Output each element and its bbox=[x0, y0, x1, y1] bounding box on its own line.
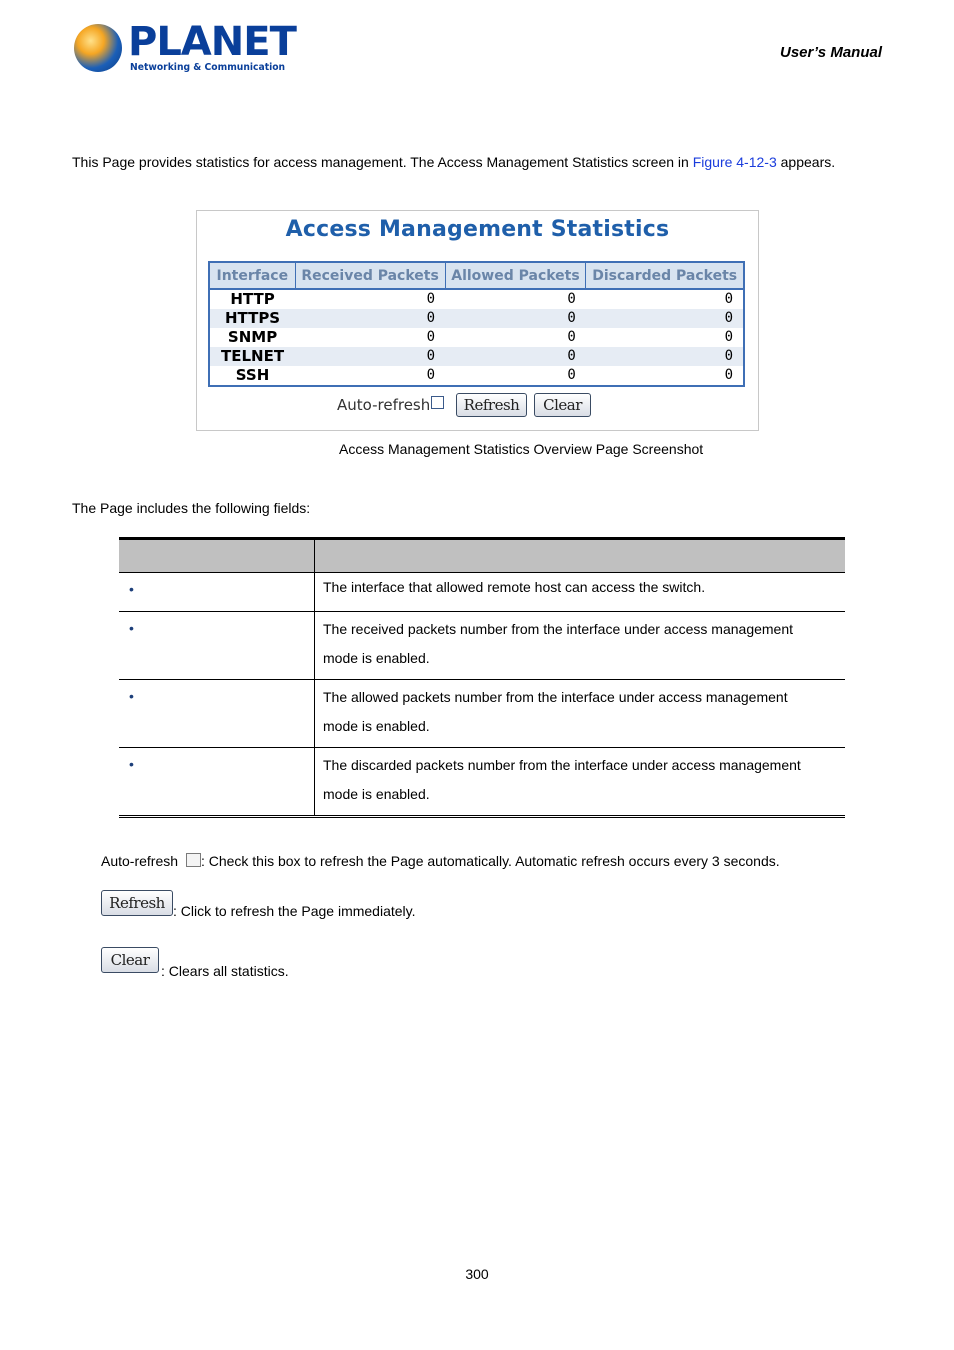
auto-refresh-checkbox[interactable] bbox=[431, 396, 444, 409]
field-name-cell bbox=[119, 612, 315, 680]
received-cell: 0 bbox=[426, 367, 436, 383]
discarded-cell: 0 bbox=[724, 329, 733, 345]
table-row bbox=[209, 289, 744, 309]
allowed-cell: 0 bbox=[445, 309, 586, 328]
interface-cell: SSH bbox=[235, 366, 270, 384]
checkbox-icon bbox=[186, 853, 201, 867]
description-line: mode is enabled. bbox=[323, 786, 430, 802]
logo-tagline: Networking & Communication bbox=[130, 62, 286, 73]
received-cell: 0 bbox=[426, 329, 436, 345]
table-row bbox=[209, 328, 744, 347]
allowed-cell: 0 bbox=[567, 367, 576, 383]
fields-table bbox=[119, 537, 845, 818]
table-row bbox=[209, 309, 744, 328]
received-cell: 0 bbox=[295, 309, 445, 328]
object-header bbox=[119, 539, 315, 573]
globe-icon bbox=[74, 24, 122, 72]
field-description bbox=[315, 680, 846, 748]
auto-refresh-help-label: Auto-refresh bbox=[101, 853, 179, 869]
fields-intro: The Page includes the following fields: bbox=[72, 500, 311, 516]
intro-text-end: appears. bbox=[776, 154, 836, 170]
bullet-icon: • bbox=[129, 581, 134, 597]
table-row bbox=[119, 573, 845, 612]
interface-cell: SNMP bbox=[227, 328, 278, 346]
intro-text: This Page provides statistics for access management. The Access Management Statistics screen in bbox=[72, 154, 693, 170]
column-header: Interface bbox=[209, 262, 295, 289]
table-row bbox=[119, 612, 845, 680]
field-name-cell bbox=[119, 748, 315, 817]
received-cell: 0 bbox=[295, 347, 445, 366]
column-header: Allowed Packets bbox=[445, 262, 586, 289]
description-line: The allowed packets number from the interface under access management bbox=[323, 689, 788, 705]
allowed-cell: 0 bbox=[567, 291, 576, 307]
field-description: The interface that allowed remote host can access the switch. bbox=[315, 573, 846, 612]
description-line: mode is enabled. bbox=[323, 718, 430, 734]
received-cell: 0 bbox=[426, 291, 436, 307]
clear-button[interactable]: Clear bbox=[534, 393, 591, 417]
bullet-icon: • bbox=[129, 688, 134, 704]
discarded-cell: 0 bbox=[724, 367, 733, 383]
page-number: 300 bbox=[465, 1266, 489, 1282]
table-row bbox=[119, 680, 845, 748]
discarded-cell: 0 bbox=[586, 347, 744, 366]
statistics-controls bbox=[197, 392, 758, 418]
clear-button-sample: Clear bbox=[101, 947, 159, 973]
figure-link[interactable]: Figure 4-12-3 bbox=[692, 154, 777, 170]
interface-cell: HTTPS bbox=[209, 309, 295, 328]
description-line: The discarded packets number from the interface under access management bbox=[323, 757, 801, 773]
discarded-cell: 0 bbox=[586, 309, 744, 328]
discarded-cell: 0 bbox=[724, 291, 733, 307]
auto-refresh-label: Auto-refresh bbox=[337, 396, 431, 414]
figure-title: Access Management Statistics bbox=[285, 217, 670, 242]
statistics-header-row bbox=[209, 262, 744, 289]
bullet-icon: • bbox=[129, 620, 134, 636]
refresh-help-desc: : Click to refresh the Page immediately. bbox=[173, 903, 416, 919]
field-name-cell bbox=[119, 680, 315, 748]
logo-brand: PLANET bbox=[128, 19, 296, 65]
description-header bbox=[315, 539, 846, 573]
figure-caption: Access Management Statistics Overview Page Screenshot bbox=[339, 441, 704, 457]
clear-help-desc: : Clears all statistics. bbox=[161, 963, 289, 979]
field-description bbox=[315, 612, 846, 680]
manual-label: User’s Manual bbox=[780, 44, 882, 61]
planet-logo bbox=[72, 19, 296, 78]
description-line: The received packets number from the interface under access management bbox=[323, 621, 794, 637]
allowed-cell: 0 bbox=[567, 329, 576, 345]
description-line: mode is enabled. bbox=[323, 650, 430, 666]
refresh-button-sample: Refresh bbox=[101, 890, 173, 916]
auto-refresh-help-desc: : Check this box to refresh the Page automatically. Automatic refresh occurs every 3 seconds. bbox=[200, 853, 780, 869]
table-row bbox=[209, 347, 744, 366]
statistics-table bbox=[208, 261, 745, 387]
field-description bbox=[315, 748, 846, 817]
bullet-icon: • bbox=[129, 756, 134, 772]
refresh-button[interactable]: Refresh bbox=[456, 393, 527, 417]
column-header: Discarded Packets bbox=[586, 262, 744, 289]
table-row bbox=[119, 748, 845, 817]
column-header: Received Packets bbox=[295, 262, 445, 289]
intro-paragraph bbox=[72, 153, 835, 171]
allowed-cell: 0 bbox=[445, 347, 586, 366]
table-row bbox=[209, 366, 744, 386]
interface-cell: TELNET bbox=[209, 347, 295, 366]
fields-header-row bbox=[119, 539, 845, 573]
field-name-cell bbox=[119, 573, 315, 612]
interface-cell: HTTP bbox=[230, 290, 275, 308]
auto-refresh-help bbox=[101, 852, 780, 870]
statistics-screenshot bbox=[196, 210, 759, 431]
